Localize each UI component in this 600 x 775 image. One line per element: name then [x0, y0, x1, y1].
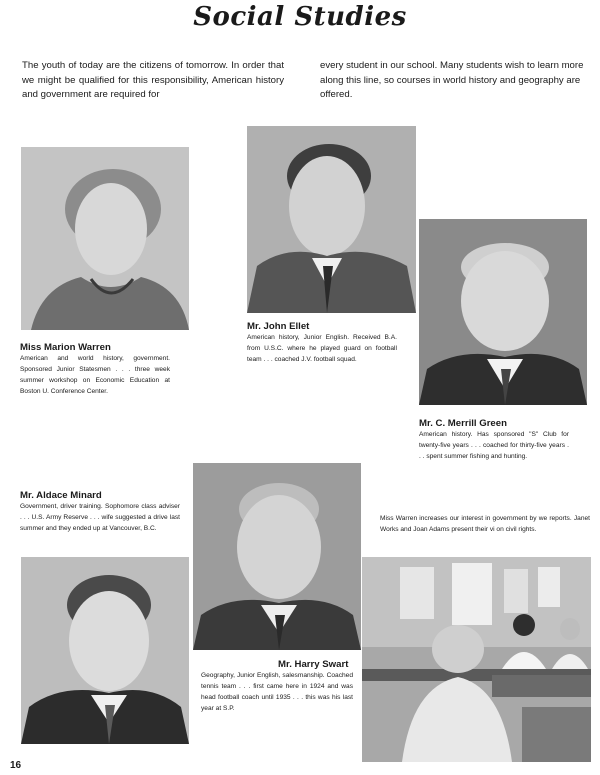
- intro-paragraph-col1: The youth of today are the citizens of tomorrow. In order that we might be qualified for this responsibility, American history and government are required for: [22, 60, 284, 100]
- bio-aldace-minard: Government, driver training. Sophomore class adviser . . . U.S. Army Reserve . . . wife suggested a drive last summer and they ended up at Vancouver, B.C.: [20, 503, 180, 532]
- bio-harry-swart: Geography, Junior English, salesmanship. Coached tennis team . . . first came here in 1924 and was head football coach until 1935 . . . this was his last year at S.P.: [201, 672, 353, 712]
- name-aldace-minard: Mr. Aldace Minard: [20, 490, 102, 501]
- portrait-marion-warren: [21, 147, 189, 330]
- name-marion-warren: Miss Marion Warren: [20, 342, 111, 353]
- name-harry-swart: Mr. Harry Swart: [278, 659, 349, 670]
- classroom-photo: [362, 557, 591, 762]
- page-title: Social Studies: [193, 2, 407, 32]
- bio-john-ellet: American history, Junior English. Received B.A. from U.S.C. where he played guard on football team . . . coached J.V. football squad.: [247, 334, 397, 363]
- portrait-john-ellet: [247, 126, 416, 313]
- bio-marion-warren: American and world history, government. Sponsored Junior Statesmen . . . three week summer workshop on Economic Education at Boston U. Conference Center.: [20, 355, 170, 395]
- portrait-aldace-minard: [21, 557, 189, 744]
- intro-paragraph-col2: every student in our school. Many students wish to learn more along this line, so courses in world history and geography are offered.: [320, 60, 584, 100]
- name-merrill-green: Mr. C. Merrill Green: [419, 418, 507, 429]
- portrait-merrill-green: [419, 219, 587, 405]
- name-john-ellet: Mr. John Ellet: [247, 321, 310, 332]
- classroom-caption: Miss Warren increases our interest in government by we reports. Janet Works and Joan Adams present their vi on civil rights.: [380, 515, 590, 533]
- page-number: 16: [10, 760, 22, 771]
- bio-merrill-green: American history. Has sponsored "S" Club for twenty-five years . . . coached for thirty-five years . . . spent summer fishing and hunting.: [419, 431, 569, 460]
- portrait-harry-swart: [193, 463, 361, 650]
